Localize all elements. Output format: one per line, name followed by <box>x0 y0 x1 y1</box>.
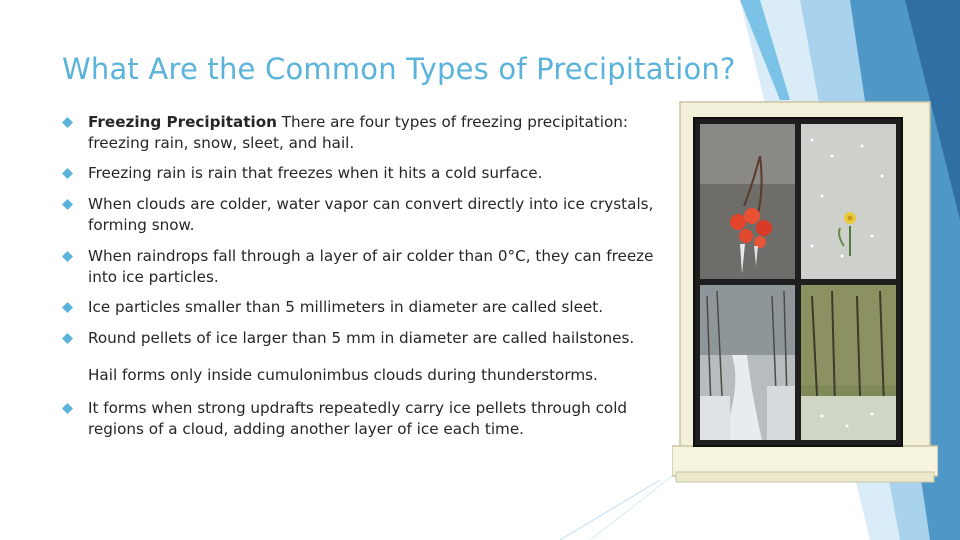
bullet-list <box>62 112 662 440</box>
bullet-text: Hail forms only inside cumulonimbus clouds during thunderstorms. <box>88 366 598 384</box>
pane-hail-trees <box>801 285 896 440</box>
diamond-bullet-icon <box>62 117 73 128</box>
slide-title: What Are the Common Types of Precipitation? <box>62 52 736 86</box>
bullet-item <box>62 297 662 318</box>
pane-snowy-stream <box>700 285 795 440</box>
bullet-item <box>62 328 662 349</box>
bullet-text: Freezing rain is rain that freezes when it hits a cold surface. <box>88 164 543 182</box>
bullet-item <box>62 398 662 440</box>
bullet-continuation <box>62 365 662 386</box>
bullet-text: When raindrops fall through a layer of air colder than 0°C, they can freeze into ice particles. <box>88 247 654 286</box>
diamond-bullet-icon <box>62 199 73 210</box>
bullet-text: Round pellets of ice larger than 5 mm in diameter are called hailstones. <box>88 329 635 347</box>
window-illustration <box>672 96 938 490</box>
bullet-item <box>62 163 662 184</box>
diamond-bullet-icon <box>62 333 73 344</box>
pane-frozen-berries <box>700 124 795 279</box>
diamond-bullet-icon <box>62 251 73 262</box>
bullet-text: Ice particles smaller than 5 millimeters in diameter are called sleet. <box>88 298 604 316</box>
bullet-item <box>62 246 662 288</box>
diamond-bullet-icon <box>62 168 73 179</box>
bullet-item <box>62 112 662 154</box>
bullet-text: It forms when strong updrafts repeatedly carry ice pellets through cold regions of a cloud, adding another layer of ice each time. <box>88 399 628 438</box>
bullet-text: There are four types of freezing precipitation: freezing rain, snow, sleet, and hail. <box>88 113 628 152</box>
diamond-bullet-icon <box>62 302 73 313</box>
pane-snow-flower <box>801 124 896 279</box>
bullet-item <box>62 194 662 236</box>
diamond-bullet-icon <box>62 403 73 414</box>
bullet-heading: Freezing Precipitation <box>88 113 277 131</box>
bullet-text: When clouds are colder, water vapor can convert directly into ice crystals, forming snow. <box>88 195 654 234</box>
